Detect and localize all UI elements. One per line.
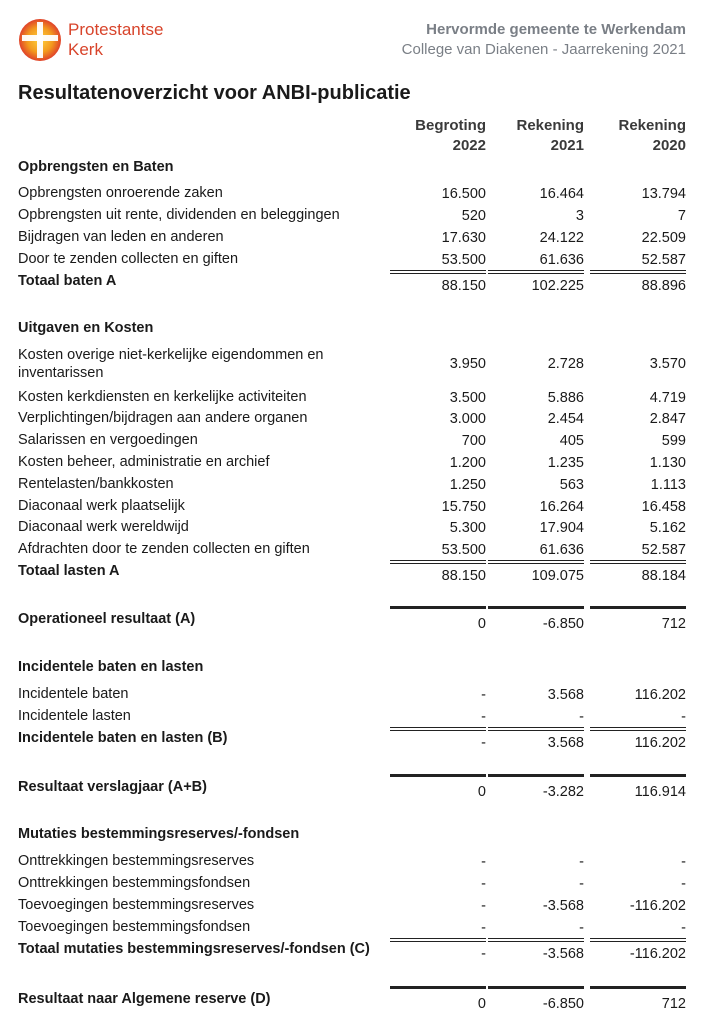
row-label: Diaconaal werk wereldwijd [18, 519, 189, 535]
row-label: Kosten beheer, administratie en archief [18, 454, 270, 470]
row-value: 1.200 [449, 455, 486, 471]
row-label: Door te zenden collecten en giften [18, 251, 239, 267]
row-value: - [681, 876, 686, 892]
row-label: Onttrekkingen bestemmingsreserves [18, 853, 255, 869]
row-label: Diaconaal werk plaatselijk [18, 498, 185, 514]
brand-line-2: Kerk [68, 40, 103, 59]
row-label: Rentelasten/bankkosten [18, 476, 174, 492]
brand-name [68, 20, 163, 60]
row-label: Totaal baten A [18, 273, 117, 289]
row-value: 17.904 [539, 520, 584, 536]
row-label: Kosten overige niet-kerkelijke eigendommen en inventarissen [18, 347, 324, 381]
subtotal-rule [590, 730, 686, 731]
subtotal-rule [390, 727, 486, 728]
row-value: 520 [461, 208, 486, 224]
row-label: Totaal lasten A [18, 563, 120, 579]
row-label: Incidentele baten [18, 686, 129, 702]
row-value: 0 [477, 784, 486, 800]
row-value: - [681, 920, 686, 936]
row-value: 712 [661, 616, 686, 632]
row-label: Toevoegingen bestemmingsreserves [18, 897, 255, 913]
row-label: Salarissen en vergoedingen [18, 432, 198, 448]
row-value: 7 [677, 208, 686, 224]
section-heading-mutaties: Mutaties bestemmingsreserves/-fondsen [18, 826, 300, 842]
row-value: 3 [575, 208, 584, 224]
total-rule [488, 774, 584, 777]
row-value: -116.202 [629, 946, 686, 962]
subtotal-rule [390, 941, 486, 942]
row-value: 405 [559, 433, 584, 449]
subtotal-rule [390, 730, 486, 731]
subtotal-rule [488, 560, 584, 561]
row-value: -3.568 [542, 898, 584, 914]
row-label: Onttrekkingen bestemmingsfondsen [18, 875, 251, 891]
row-value: 700 [461, 433, 486, 449]
row-value: 563 [559, 477, 584, 493]
section-heading-incidenteel: Incidentele baten en lasten [18, 659, 204, 675]
row-value: 24.122 [539, 230, 584, 246]
row-value: 3.568 [547, 735, 584, 751]
row-value: 3.570 [649, 356, 686, 372]
row-value: 109.075 [531, 568, 584, 584]
row-value: - [481, 854, 486, 870]
total-rule [390, 606, 486, 609]
total-rule [488, 986, 584, 989]
protestantse-kerk-logo [18, 18, 62, 62]
subtotal-rule [390, 938, 486, 939]
row-value: -3.568 [542, 946, 584, 962]
section-heading-lasten: Uitgaven en Kosten [18, 320, 154, 336]
row-value: 3.500 [449, 390, 486, 406]
row-value: 16.264 [539, 499, 584, 515]
row-label: Bijdragen van leden en anderen [18, 229, 224, 245]
row-value: 2.728 [547, 356, 584, 372]
row-value: - [681, 854, 686, 870]
total-rule [390, 986, 486, 989]
row-label: Opbrengsten uit rente, dividenden en beleggingen [18, 207, 340, 223]
row-value: - [481, 920, 486, 936]
row-label: Incidentele lasten [18, 708, 131, 724]
row-value: 102.225 [531, 278, 584, 294]
row-value: 1.250 [449, 477, 486, 493]
row-value: 88.184 [641, 568, 686, 584]
subtotal-rule [590, 563, 686, 564]
subtotal-rule [390, 560, 486, 561]
row-value: - [481, 709, 486, 725]
section-heading-baten: Opbrengsten en Baten [18, 159, 174, 175]
row-value: - [579, 876, 584, 892]
row-value: 4.719 [649, 390, 686, 406]
row-value: -6.850 [542, 996, 584, 1012]
row-value: - [579, 854, 584, 870]
row-value: 2.454 [547, 411, 584, 427]
subtotal-rule [590, 560, 686, 561]
total-rule [488, 606, 584, 609]
row-value: 88.150 [441, 568, 486, 584]
row-value: -6.850 [542, 616, 584, 632]
row-value: 17.630 [441, 230, 486, 246]
row-label: Opbrengsten onroerende zaken [18, 185, 223, 201]
total-rule [390, 774, 486, 777]
row-value: 61.636 [539, 542, 584, 558]
row-value: 22.509 [641, 230, 686, 246]
total-rule [590, 986, 686, 989]
subtotal-rule [488, 727, 584, 728]
row-value: 5.162 [649, 520, 686, 536]
row-value: 15.750 [441, 499, 486, 515]
row-value: 16.500 [441, 186, 486, 202]
document-header [402, 20, 686, 60]
row-value: 53.500 [441, 542, 486, 558]
organization-name: Hervormde gemeente te Werkendam [426, 21, 686, 38]
column-header-rekening-2021: Rekening 2021 [516, 117, 584, 154]
row-value: 5.886 [547, 390, 584, 406]
subtotal-rule [390, 270, 486, 271]
subtotal-rule [390, 273, 486, 274]
subtotal-rule [590, 273, 686, 274]
row-value: 88.150 [441, 278, 486, 294]
row-value: 13.794 [641, 186, 686, 202]
row-value: 3.568 [547, 687, 584, 703]
brand-line-1: Protestantse [68, 20, 164, 39]
row-label: Afdrachten door te zenden collecten en giften [18, 541, 310, 557]
subtotal-rule [488, 273, 584, 274]
document-subtitle: College van Diakenen - Jaarrekening 2021 [401, 41, 686, 58]
row-value: 1.130 [649, 455, 686, 471]
row-value: - [481, 876, 486, 892]
row-value: 52.587 [641, 252, 686, 268]
row-value: -3.282 [542, 784, 584, 800]
subtotal-rule [590, 938, 686, 939]
subtotal-rule [390, 563, 486, 564]
row-value: - [579, 709, 584, 725]
row-value: 5.300 [449, 520, 486, 536]
row-value: 53.500 [441, 252, 486, 268]
row-label: Toevoegingen bestemmingsfondsen [18, 919, 251, 935]
row-value: 52.587 [641, 542, 686, 558]
subtotal-rule [488, 270, 584, 271]
total-rule [590, 606, 686, 609]
subtotal-rule [488, 941, 584, 942]
row-value: 1.113 [650, 477, 686, 493]
subtotal-rule [488, 938, 584, 939]
row-value: - [481, 946, 486, 962]
column-header-begroting-2022: Begroting 2022 [415, 117, 486, 154]
row-label: Resultaat naar Algemene reserve (D) [18, 991, 271, 1007]
row-value: 0 [477, 616, 486, 632]
row-value: 599 [661, 433, 686, 449]
subtotal-rule [488, 563, 584, 564]
row-value: - [481, 735, 486, 751]
row-label: Verplichtingen/bijdragen aan andere organen [18, 410, 308, 426]
row-value: 16.464 [539, 186, 584, 202]
row-value: - [579, 920, 584, 936]
column-header-rekening-2020: Rekening 2020 [618, 117, 686, 154]
row-label: Totaal mutaties bestemmingsreserves/-fondsen (C) [18, 941, 370, 957]
row-value: - [481, 687, 486, 703]
subtotal-rule [488, 730, 584, 731]
row-value: 61.636 [539, 252, 584, 268]
row-value: 0 [477, 996, 486, 1012]
row-label: Resultaat verslagjaar (A+B) [18, 779, 207, 795]
row-value: 3.950 [449, 356, 486, 372]
row-value: - [681, 709, 686, 725]
page-title: Resultatenoverzicht voor ANBI-publicatie [18, 82, 411, 104]
subtotal-rule [590, 941, 686, 942]
row-label: Operationeel resultaat (A) [18, 611, 196, 627]
row-value: 88.896 [641, 278, 686, 294]
row-value: - [481, 898, 486, 914]
row-value: 116.914 [634, 784, 686, 800]
subtotal-rule [590, 270, 686, 271]
row-value: 16.458 [641, 499, 686, 515]
row-value: -116.202 [629, 898, 686, 914]
row-label: Kosten kerkdiensten en kerkelijke activiteiten [18, 389, 307, 405]
row-value: 116.202 [634, 735, 686, 751]
subtotal-rule [590, 727, 686, 728]
row-value: 2.847 [649, 411, 686, 427]
total-rule [590, 774, 686, 777]
row-value: 712 [661, 996, 686, 1012]
row-label: Incidentele baten en lasten (B) [18, 730, 228, 746]
row-value: 1.235 [547, 455, 584, 471]
row-value: 3.000 [449, 411, 486, 427]
row-value: 116.202 [634, 687, 686, 703]
